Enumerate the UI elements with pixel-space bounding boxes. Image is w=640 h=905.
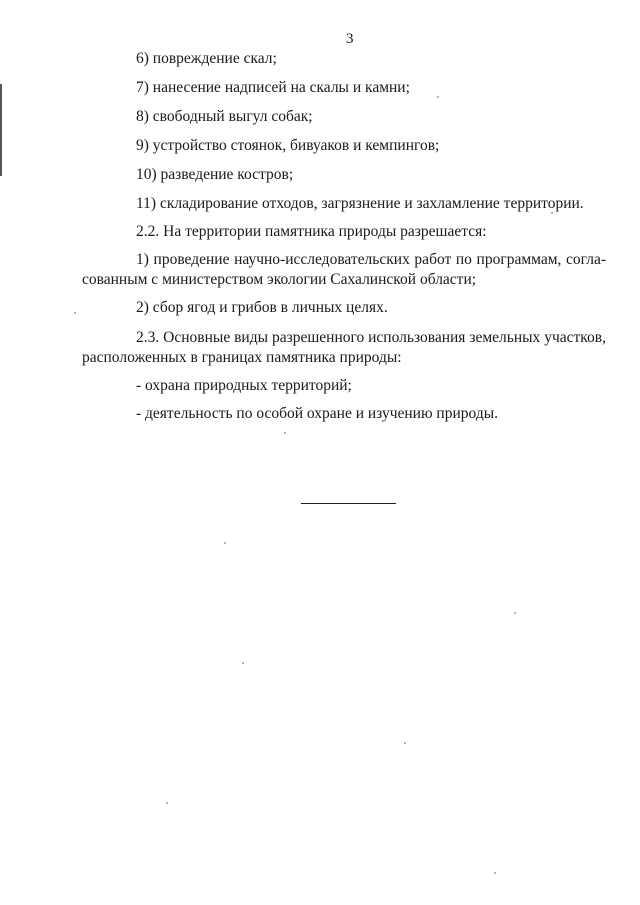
scan-margin-mark <box>0 84 2 176</box>
end-separator-line <box>301 503 396 504</box>
scan-speck <box>514 612 516 614</box>
bullet-item: - охрана природных территорий; <box>136 377 352 394</box>
paragraph-line: 1) проведение научно-исследовательских работ по программам, согла- <box>136 251 606 268</box>
scan-speck <box>166 802 168 804</box>
list-item: 2) сбор ягод и грибов в личных целях. <box>136 299 388 316</box>
scan-speck <box>551 212 553 214</box>
scan-speck <box>74 312 76 314</box>
page-number: 3 <box>346 31 354 47</box>
scan-speck <box>437 96 439 98</box>
list-item: 10) разведение костров; <box>136 166 294 183</box>
scan-speck <box>224 542 226 544</box>
bullet-item: - деятельность по особой охране и изучению природы. <box>136 405 499 422</box>
list-item: 7) нанесение надписей на скалы и камни; <box>136 79 410 96</box>
list-item: 11) складирование отходов, загрязнение и захламление территории. <box>136 195 584 212</box>
scan-speck <box>494 872 496 874</box>
paragraph-line: сованным с министерством экологии Сахалинской области; <box>82 271 477 288</box>
paragraph-line: 2.3. Основные виды разрешенного использования земельных участков, <box>136 329 606 346</box>
list-item: 9) устройство стоянок, бивуаков и кемпингов; <box>136 137 440 154</box>
scan-speck <box>242 662 244 664</box>
list-item: 8) свободный выгул собак; <box>136 108 313 125</box>
section-heading: 2.2. На территории памятника природы разрешается: <box>136 223 487 240</box>
scan-speck <box>284 432 286 434</box>
paragraph-line: расположенных в границах памятника природы: <box>82 349 402 366</box>
list-item: 6) повреждение скал; <box>136 50 277 67</box>
scan-speck <box>404 742 406 744</box>
